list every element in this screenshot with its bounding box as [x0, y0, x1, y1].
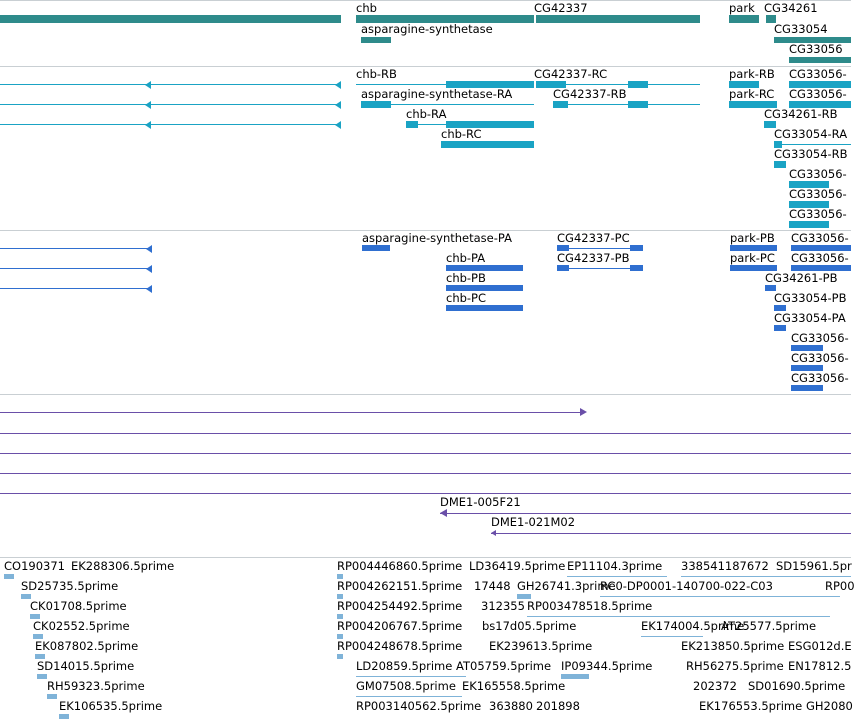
- protein-line[interactable]: [0, 268, 152, 269]
- protein-label[interactable]: CG33054-PB: [774, 291, 847, 305]
- protein-label[interactable]: CG33056-: [791, 251, 849, 265]
- protein-label[interactable]: park-PB: [730, 231, 775, 245]
- est-label[interactable]: 338541187672: [681, 559, 769, 573]
- est-label[interactable]: CO190371: [4, 559, 65, 573]
- protein-exon[interactable]: [362, 245, 390, 251]
- transcript-exon[interactable]: [553, 101, 568, 108]
- arrow-left-icon: [335, 101, 341, 109]
- transcript-label[interactable]: CG33054-RB: [774, 147, 848, 161]
- est-label[interactable]: RP004254492.5prime: [337, 599, 463, 613]
- transcript-exon[interactable]: [361, 101, 391, 108]
- gene-label[interactable]: CG33054: [774, 22, 828, 36]
- est-line[interactable]: [681, 576, 851, 577]
- protein-label[interactable]: asparagine-synthetase-PA: [362, 231, 512, 245]
- arrow-right-icon: [580, 408, 587, 416]
- transcript-line[interactable]: [0, 124, 341, 125]
- est-label[interactable]: GM07508.5prime: [356, 679, 456, 693]
- est-line[interactable]: [567, 576, 667, 577]
- est-label[interactable]: RH59323.5prime: [47, 679, 145, 693]
- est-label[interactable]: LD20859.5prime: [356, 659, 453, 673]
- clone-line[interactable]: [0, 493, 851, 494]
- transcript-track: [0, 66, 851, 230]
- est-label[interactable]: 202372: [693, 679, 737, 693]
- est-label[interactable]: SD25735.5prime: [21, 579, 119, 593]
- protein-exon[interactable]: [630, 265, 643, 271]
- protein-label[interactable]: CG34261-PB: [765, 271, 838, 285]
- transcript-label[interactable]: CG42337-RC: [534, 67, 608, 81]
- gene-track: [0, 0, 851, 66]
- protein-label[interactable]: CG33056-: [791, 351, 849, 365]
- clone-label[interactable]: DME1-021M02: [491, 515, 576, 529]
- gene-feature[interactable]: [361, 37, 391, 43]
- transcript-label[interactable]: CG33056-: [789, 167, 847, 181]
- est-label[interactable]: bs17d05.5prime: [482, 619, 577, 633]
- arrow-left-icon: [146, 265, 152, 273]
- transcript-label[interactable]: CG33056-: [789, 187, 847, 201]
- transcript-label[interactable]: park-RB: [729, 67, 775, 81]
- protein-label[interactable]: CG33056-: [791, 231, 849, 245]
- est-label[interactable]: EP11104.3prime: [567, 559, 663, 573]
- track-separator: [0, 557, 851, 558]
- clone-label[interactable]: DME1-005F21: [440, 495, 521, 509]
- transcript-label[interactable]: chb-RB: [356, 67, 397, 81]
- clone-line[interactable]: [0, 433, 851, 434]
- est-label[interactable]: CK01708.5prime: [30, 599, 127, 613]
- transcript-label[interactable]: CG42337-RB: [553, 87, 627, 101]
- transcript-line[interactable]: [0, 104, 341, 105]
- protein-track: [0, 230, 851, 394]
- protein-label[interactable]: CG33056-: [791, 331, 849, 345]
- est-label[interactable]: SD15961.5pr: [776, 559, 852, 573]
- protein-label[interactable]: CG33054-PA: [774, 311, 846, 325]
- track-separator: [0, 66, 851, 67]
- est-label[interactable]: EK239613.5prime: [489, 639, 593, 653]
- est-label[interactable]: RP004248678.5prime: [337, 639, 463, 653]
- est-line[interactable]: [356, 676, 466, 677]
- est-label[interactable]: CK02552.5prime: [33, 619, 130, 633]
- clone-line[interactable]: [0, 453, 851, 454]
- protein-label[interactable]: park-PC: [730, 251, 775, 265]
- est-feature[interactable]: [4, 574, 14, 579]
- gene-feature[interactable]: [0, 15, 341, 23]
- est-label[interactable]: GH26741.3prime: [517, 579, 616, 593]
- transcript-label[interactable]: CG33056-: [789, 67, 847, 81]
- est-feature[interactable]: [561, 674, 589, 679]
- est-label[interactable]: RP004206767.5prime: [337, 619, 463, 633]
- est-label[interactable]: RC0-DP0001-140700-022-C03: [600, 579, 773, 593]
- transcript-label[interactable]: CG33056-: [789, 87, 847, 101]
- arrow-left-icon: [145, 81, 151, 89]
- arrow-left-icon: [491, 530, 496, 536]
- transcript-line[interactable]: [391, 104, 534, 105]
- est-feature[interactable]: [47, 694, 57, 699]
- est-label[interactable]: 363880: [489, 699, 533, 713]
- transcript-exon[interactable]: [628, 101, 648, 108]
- est-feature[interactable]: [59, 714, 69, 719]
- est-line[interactable]: [641, 636, 703, 637]
- est-label[interactable]: RP003140562.5prime: [356, 699, 482, 713]
- protein-line[interactable]: [0, 288, 152, 289]
- transcript-label[interactable]: chb-RA: [406, 107, 447, 121]
- est-label[interactable]: RP00: [825, 579, 855, 593]
- arrow-left-icon: [146, 285, 152, 293]
- transcript-exon[interactable]: [441, 141, 534, 148]
- protein-label[interactable]: chb-PC: [446, 291, 487, 305]
- transcript-label[interactable]: CG34261-RB: [764, 107, 838, 121]
- est-label[interactable]: ESG012d.E: [788, 639, 852, 653]
- gene-feature[interactable]: [536, 15, 700, 23]
- protein-label[interactable]: chb-PB: [446, 271, 486, 285]
- protein-label[interactable]: CG42337-PB: [557, 251, 630, 265]
- track-separator: [0, 394, 851, 395]
- gene-feature[interactable]: [729, 15, 759, 23]
- gene-label[interactable]: park: [729, 1, 755, 15]
- gene-feature[interactable]: [789, 57, 851, 63]
- protein-exon[interactable]: [630, 245, 643, 251]
- est-label[interactable]: EK165558.5prime: [462, 679, 566, 693]
- protein-line[interactable]: [0, 248, 152, 249]
- est-label[interactable]: EK174004.5prime: [641, 619, 745, 633]
- gene-label[interactable]: asparagine-synthetase: [361, 22, 493, 36]
- transcript-exon[interactable]: [628, 81, 648, 88]
- est-label[interactable]: RH56275.5prime: [686, 659, 784, 673]
- est-label[interactable]: AT25577.5prime: [721, 619, 817, 633]
- protein-label[interactable]: CG33056-: [791, 371, 849, 385]
- transcript-line[interactable]: [553, 104, 700, 105]
- est-label[interactable]: AT05759.5prime: [456, 659, 552, 673]
- arrow-left-icon: [146, 245, 152, 253]
- arrow-left-icon: [440, 509, 447, 517]
- transcript-exon[interactable]: [406, 121, 418, 128]
- clone-line[interactable]: [491, 533, 851, 534]
- transcript-label[interactable]: CG33056-: [789, 207, 847, 221]
- transcript-line[interactable]: [774, 144, 851, 145]
- gene-label[interactable]: CG33056: [789, 42, 843, 56]
- est-label[interactable]: EK176553.5prime: [699, 699, 803, 713]
- clone-line[interactable]: [0, 473, 851, 474]
- protein-exon[interactable]: [791, 385, 823, 391]
- est-label[interactable]: EK087802.5prime: [35, 639, 139, 653]
- transcript-exon[interactable]: [789, 221, 829, 228]
- protein-label[interactable]: CG42337-PC: [557, 231, 630, 245]
- clone-line[interactable]: [440, 513, 851, 514]
- gene-label[interactable]: CG34261: [764, 1, 818, 15]
- est-label[interactable]: 17448: [474, 579, 511, 593]
- clone-track: [0, 394, 851, 540]
- est-label[interactable]: 201898: [536, 699, 580, 713]
- est-label[interactable]: EK288306.5prime: [71, 559, 175, 573]
- arrow-left-icon: [335, 81, 341, 89]
- transcript-label[interactable]: chb-RC: [441, 127, 482, 141]
- est-label[interactable]: SD14015.5prime: [37, 659, 135, 673]
- protein-exon[interactable]: [557, 265, 569, 271]
- est-label[interactable]: EK213850.5prime: [681, 639, 785, 653]
- transcript-label[interactable]: park-RC: [729, 87, 775, 101]
- est-label[interactable]: SD01690.5prime: [748, 679, 846, 693]
- est-line[interactable]: [356, 696, 462, 697]
- transcript-label[interactable]: asparagine-synthetase-RA: [361, 87, 513, 101]
- arrow-left-icon: [145, 101, 151, 109]
- protein-exon[interactable]: [774, 325, 786, 331]
- transcript-label[interactable]: CG33054-RA: [774, 127, 848, 141]
- est-track: [0, 540, 855, 722]
- est-label[interactable]: IP09344.5prime: [561, 659, 653, 673]
- transcript-line[interactable]: [0, 84, 341, 85]
- clone-line[interactable]: [0, 412, 583, 413]
- track-separator: [0, 0, 851, 1]
- est-label[interactable]: RP004446860.5prime: [337, 559, 463, 573]
- est-label[interactable]: EN17812.5: [788, 659, 852, 673]
- transcript-exon[interactable]: [774, 161, 786, 168]
- est-label[interactable]: GH2080: [806, 699, 853, 713]
- protein-exon[interactable]: [446, 305, 523, 311]
- arrow-left-icon: [145, 121, 151, 129]
- est-label[interactable]: RP004262151.5prime: [337, 579, 463, 593]
- gene-label[interactable]: chb: [356, 1, 377, 15]
- est-label[interactable]: LD36419.5prime: [469, 559, 566, 573]
- gene-label[interactable]: CG42337: [534, 1, 588, 15]
- est-label[interactable]: EK106535.5prime: [59, 699, 163, 713]
- est-feature[interactable]: [37, 674, 47, 679]
- est-line[interactable]: [527, 616, 830, 617]
- est-feature[interactable]: [337, 654, 343, 659]
- est-label[interactable]: 312355: [481, 599, 525, 613]
- arrow-left-icon: [335, 121, 341, 129]
- est-line[interactable]: [600, 596, 840, 597]
- est-label[interactable]: RP003478518.5prime: [527, 599, 653, 613]
- protein-label[interactable]: chb-PA: [446, 251, 486, 265]
